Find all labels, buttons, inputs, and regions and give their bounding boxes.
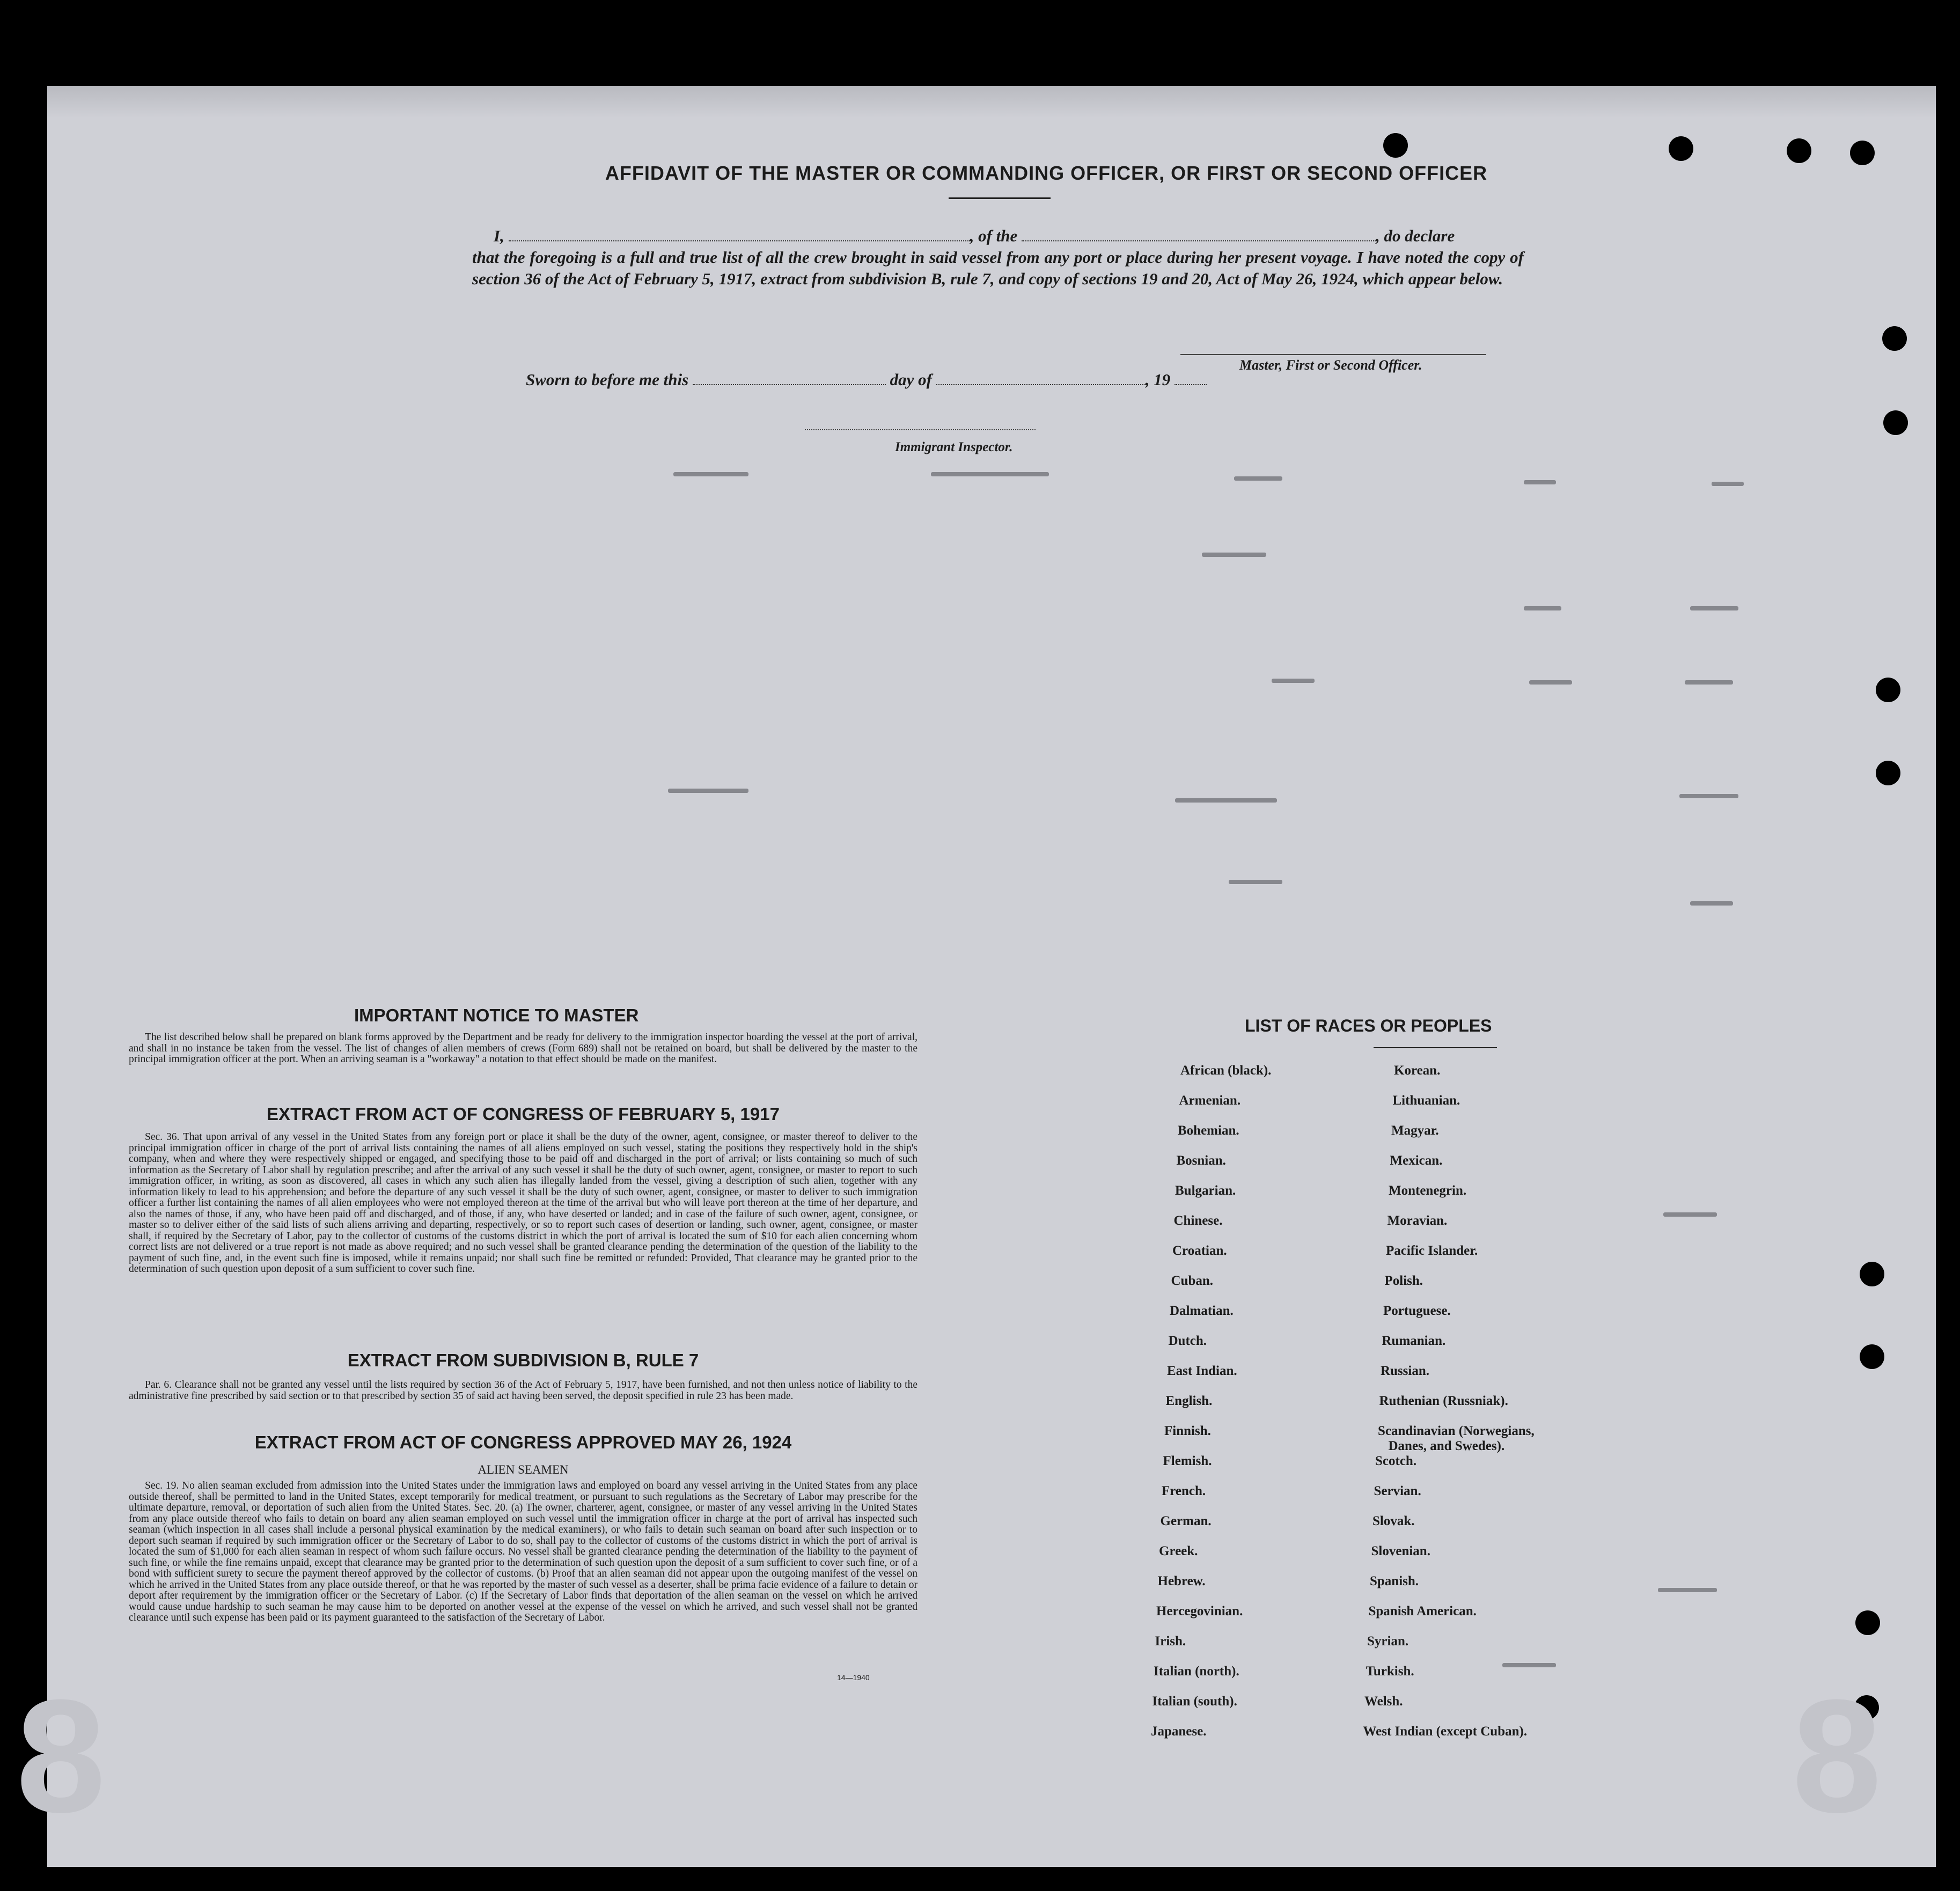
ghost-mark: 8: [1792, 1666, 1882, 1846]
bleed-through-mark: [1663, 1212, 1717, 1217]
bleed-through-mark: [1712, 482, 1744, 486]
bleed-through-mark: [1690, 606, 1738, 610]
of-the-label: , of the: [970, 226, 1018, 245]
race-item: Irish.: [1155, 1634, 1186, 1649]
race-item: Chinese.: [1173, 1213, 1223, 1228]
rule-7-text: Par. 6. Clearance shall not be granted any vessel until the lists required by section 36 of the Act of February 5, 1917, have been furnished, and not then unless notice of liability to the administrative fine prescribed by said section or to that prescribed by section 35 of said act having been served, the deposit specified in rule 23 has been made.: [129, 1379, 917, 1402]
race-item: Bosnian.: [1176, 1153, 1226, 1168]
bleed-through-mark: [1524, 480, 1556, 484]
bleed-through-mark: [931, 472, 1049, 476]
race-item: Turkish.: [1366, 1664, 1414, 1679]
affidavit-body: [472, 225, 1524, 290]
race-item: German.: [1160, 1514, 1212, 1528]
race-item: Polish.: [1384, 1274, 1423, 1288]
race-item: West Indian (except Cuban).: [1363, 1724, 1528, 1739]
race-item: Bulgarian.: [1175, 1183, 1236, 1198]
bleed-through-mark: [1202, 553, 1266, 557]
bleed-through-mark: [668, 789, 748, 793]
race-item: Bohemian.: [1178, 1123, 1239, 1138]
race-item: Danes, and Swedes).: [1388, 1439, 1505, 1453]
race-item: French.: [1162, 1484, 1206, 1498]
bleed-through-mark: [1502, 1663, 1556, 1667]
bleed-through-mark: [1690, 901, 1733, 906]
race-item: Japanese.: [1151, 1724, 1207, 1739]
affidavit-declaration-line: [472, 225, 1524, 247]
race-item: Lithuanian.: [1392, 1093, 1460, 1108]
bleed-through-mark: [1524, 606, 1561, 610]
sworn-month-blank: [936, 371, 1146, 385]
binder-hole: [1669, 136, 1693, 161]
binder-hole: [1787, 138, 1811, 163]
bleed-through-mark: [1234, 476, 1282, 481]
race-item: Scotch.: [1375, 1454, 1417, 1468]
bleed-through-mark: [1175, 798, 1277, 803]
race-item: Finnish.: [1164, 1424, 1211, 1438]
race-item: Dutch.: [1168, 1334, 1207, 1348]
extract-1917-title: EXTRACT FROM ACT OF CONGRESS OF FEBRUARY 5, 1917: [267, 1104, 780, 1124]
race-item: Italian (north).: [1154, 1664, 1239, 1679]
race-item: Spanish American.: [1368, 1604, 1477, 1618]
race-item: Hebrew.: [1157, 1574, 1206, 1588]
extract-1924-title: EXTRACT FROM ACT OF CONGRESS APPROVED MAY 26, 1924: [254, 1432, 792, 1452]
form-number: 14—1940: [837, 1673, 870, 1682]
bleed-through-mark: [1685, 680, 1733, 685]
race-item: Russian.: [1381, 1364, 1430, 1378]
race-item: Italian (south).: [1152, 1694, 1237, 1709]
affidavit-title: AFFIDAVIT OF THE MASTER OR COMMANDING OFFICER, OR FIRST OR SECOND OFFICER: [605, 162, 1488, 184]
extract-1917-text: Sec. 36. That upon arrival of any vessel in the United States from any foreign port or place it shall be the duty of the owner, agent, consignee, or master thereof to deliver to the principal immigration officer in charge of the port of arrival lists containing the names of all aliens employed on such vessel, stating the positions they respectively hold in the ship's company, when and where they were respectively shipped or engaged, and specifying those to be paid off and discharged in the port of arrival; or lists containing so much of such information as the Secretary of Labor shall by regulation prescribe; and after the arrival of any such vessel it shall be the duty of such owner, agent, consignee, or master to report to such immigration officer, in writing, as soon as discovered, all cases in which any such alien has illegally landed from the vessel, giving a description of such alien, together with any information likely to lead to his apprehension; and before the departure of any such vessel it shall be the duty of such owner, agent, consignee, or master to deliver to such immigration officer a further list containing the names of all alien employees who were not employed thereon at the time of the arrival but who will leave port thereon at the time of her departure, and also the names of those, if any, who have been paid off and discharged, and of those, if any, who have deserted or landed; and in case of the failure of such owner, agent, consignee, or master so to deliver either of the said lists of such aliens arriving and departing, respectively, or so to report such cases of desertion or landing, such owner, agent, consignee, or master shall, if required by the Secretary of Labor, pay to the collector of customs of the customs district in which the port of arrival is located the sum of $10 for each alien concerning whom correct lists are not delivered or a true report is not made as above required; and no such vessel shall be granted clearance pending the determination of the question of the liability to the payment of such fine, and, in the event such fine is imposed, while it remains unpaid; nor shall such fine be remitted or refunded: Provided, That clearance may be granted prior to the determination of such question upon deposit of a sum sufficient to cover such fine.: [129, 1131, 917, 1275]
races-title: LIST OF RACES OR PEOPLES: [1245, 1016, 1492, 1035]
races-title-underline: [1374, 1047, 1497, 1048]
signature-caption: Master, First or Second Officer.: [1239, 357, 1422, 373]
race-item: Dalmatian.: [1170, 1304, 1234, 1318]
rule-7-title: EXTRACT FROM SUBDIVISION B, RULE 7: [347, 1350, 699, 1370]
binder-hole: [1860, 1262, 1884, 1286]
bleed-through-mark: [673, 472, 748, 476]
race-item: African (black).: [1180, 1063, 1272, 1078]
notice-title: IMPORTANT NOTICE TO MASTER: [354, 1005, 639, 1025]
alien-seamen-subhead: ALIEN SEAMEN: [478, 1463, 569, 1476]
bleed-through-mark: [1529, 680, 1572, 685]
sworn-year-blank: [1174, 371, 1207, 385]
race-item: Magyar.: [1391, 1123, 1439, 1138]
race-item: Hercegovinian.: [1156, 1604, 1243, 1618]
bleed-through-mark: [1272, 679, 1315, 683]
sworn-line: [526, 370, 1207, 389]
binder-hole: [1876, 678, 1900, 702]
ghost-mark: 8: [16, 1666, 106, 1846]
binder-hole: [1883, 410, 1908, 435]
sworn-label: Sworn to before me this: [526, 370, 689, 389]
race-item: Croatian.: [1172, 1244, 1227, 1258]
binder-hole: [1860, 1344, 1884, 1369]
race-item: Portuguese.: [1383, 1304, 1451, 1318]
race-item: Syrian.: [1367, 1634, 1409, 1649]
race-item: Cuban.: [1171, 1274, 1214, 1288]
race-item: Armenian.: [1179, 1093, 1241, 1108]
race-item: Montenegrin.: [1389, 1183, 1467, 1198]
race-item: Greek.: [1159, 1544, 1198, 1558]
vessel-blank: [1022, 227, 1376, 241]
affidavit-i: I,: [494, 226, 504, 245]
race-item: Pacific Islander.: [1386, 1244, 1478, 1258]
name-blank: [509, 227, 970, 241]
race-item: Flemish.: [1163, 1454, 1212, 1468]
race-item: Slovak.: [1372, 1514, 1415, 1528]
race-item: Ruthenian (Russniak).: [1379, 1394, 1508, 1408]
race-item: Mexican.: [1390, 1153, 1443, 1168]
bleed-through-mark: [1229, 880, 1282, 884]
binder-hole: [1383, 133, 1408, 158]
affidavit-statement: that the foregoing is a full and true list of all the crew brought in said vessel from any port or place during her present voyage. I have noted the copy of section 36 of the Act of February 5, 1917, extract from subdivision B, rule 7, and copy of sections 19 and 20, Act of May 26, 1924, which appear below.: [472, 248, 1524, 288]
binder-hole: [1876, 761, 1900, 785]
inspector-signature-line: [805, 429, 1036, 430]
race-item: Scandinavian (Norwegians,: [1378, 1424, 1535, 1438]
race-item: Rumanian.: [1382, 1334, 1446, 1348]
race-item: Moravian.: [1387, 1213, 1448, 1228]
race-item: East Indian.: [1167, 1364, 1237, 1378]
race-item: Slovenian.: [1371, 1544, 1430, 1558]
bleed-through-mark: [1658, 1588, 1717, 1592]
binder-hole: [1850, 141, 1875, 165]
do-declare-label: , do declare: [1376, 226, 1455, 245]
sheet-top-shadow: [47, 86, 1936, 118]
extract-1924-text: Sec. 19. No alien seaman excluded from admission into the United States under the immigration laws and employed on board any vessel arriving in the United States from any place outside thereof, shall be permitted to land in the United States, except temporarily for medical treatment, or pursuant to such regulations as the Secretary of Labor may prescribe for the ultimate departure, removal, or deportation of such alien from the United States. Sec. 20. (a) The owner, charterer, agent, consignee, or master of any vessel arriving in the United States from any place outside thereof who fails to detain on board any alien seaman employed on such vessel until the immigration officer in charge at the port of arrival has inspected such seaman (which inspection in all cases shall include a personal physical examination by the medical examiners), or who fails to detain such seaman on board after such inspection or to deport such seaman if required by such immigration officer or the Secretary of Labor to do so, shall pay to the collector of customs of the customs district in which the port of arrival is located the sum of $1,000 for each alien seaman in respect of whom such failure occurs. No vessel shall be granted clearance pending the determination of the liability to the payment of such fine, or while the fine remains unpaid, except that clearance may be granted prior to the determination of such question upon the deposit of a sum sufficient to cover such fine, or of a bond with sufficient surety to secure the payment thereof approved by the collector of customs. (b) Proof that an alien seaman did not appear upon the outgoing manifest of the vessel on which he arrived in the United States from any place outside thereof, or that he was reported by the master of such vessel as a deserter, shall be prima facie evidence of a failure to detain or deport after requirement by the immigration officer or the Secretary of Labor. (c) If the Secretary of Labor finds that deportation of the alien seaman on the vessel on which he arrived would cause undue hardship to such seaman he may cause him to be deported on another vessel at the expense of the vessel on which he arrived, and such vessel shall not be granted clearance until such expense has been paid or its payment guaranteed to the satisfaction of the Secretary of Labor.: [129, 1480, 917, 1623]
bleed-through-mark: [1679, 794, 1738, 798]
race-item: Korean.: [1394, 1063, 1441, 1078]
race-item: Servian.: [1374, 1484, 1421, 1498]
binder-hole: [1882, 326, 1907, 351]
notice-text: The list described below shall be prepared on blank forms approved by the Department and be ready for delivery to the immigration inspector boarding the vessel at the port of arrival, and shall in no instance be taken from the vessel. The list of changes of alien members of crews (Form 689) shall not be retained on board, but shall be delivered by the master to the principal immigration officer at the port. When an arriving seaman is a "workaway" a notation to that effect should be made on the manifest.: [129, 1032, 917, 1065]
signature-line: [1180, 354, 1486, 355]
title-underline: [949, 197, 1051, 199]
race-item: Welsh.: [1364, 1694, 1403, 1709]
day-of-label: day of: [890, 370, 932, 389]
year-label: , 19: [1145, 370, 1171, 389]
race-item: English.: [1165, 1394, 1213, 1408]
binder-hole: [1855, 1610, 1880, 1635]
inspector-caption: Immigrant Inspector.: [895, 440, 1013, 454]
race-item: Spanish.: [1370, 1574, 1419, 1588]
sworn-date-blank: [693, 371, 886, 385]
